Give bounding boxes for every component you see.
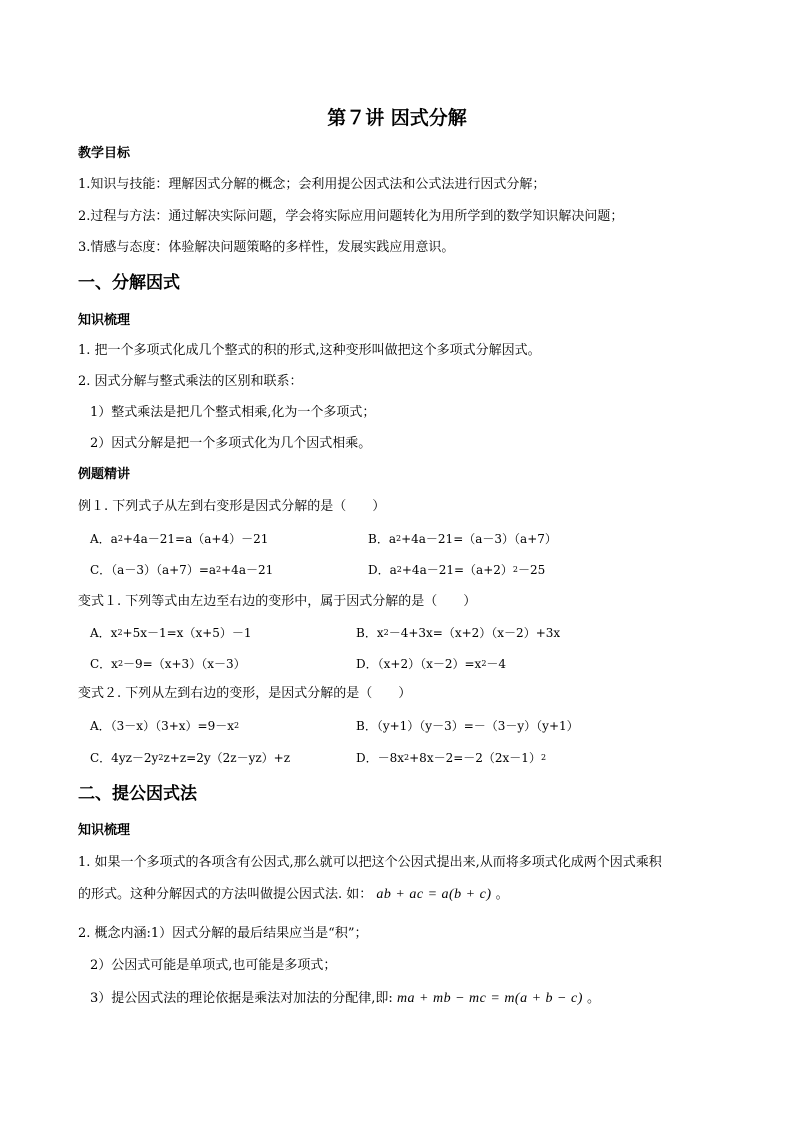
variant-2-option-d: D．$-8x^2+8x-2=-2(2x-1)^2$ bbox=[356, 751, 547, 765]
goal-item-1: 1.知识与技能：理解因式分解的概念；会利用提公因式法和公式法进行因式分解； bbox=[78, 177, 546, 192]
section-heading-common-factor: 二、提公因式法 bbox=[78, 784, 197, 804]
variant-2-question: 变式２. 下列从左到右边的变形，是因式分解的是（ ） bbox=[78, 686, 412, 701]
example-1-option-b: B．$a^2+4a-21=(a-3)(a+7)$ bbox=[368, 532, 557, 546]
concept-point-2: 2）公因式可能是单项式,也可能是多项式； bbox=[90, 958, 337, 973]
variant-1-option-b: B．$x^2-4+3x=(x+2)(x-2)+3x$ bbox=[356, 626, 561, 640]
knowledge-point-2: 2. 因式分解与整式乘法的区别和联系： bbox=[78, 374, 303, 389]
common-factor-definition-line-2: 的形式。这种分解因式的方法叫做提公因式法. 如： ab + ac = a(b + c) 。 bbox=[78, 887, 509, 902]
formula-distributive-example: ab + ac = a(b + c) bbox=[376, 887, 492, 902]
knowledge-point-2-1: 1）整式乘法是把几个整式相乘,化为一个多项式； bbox=[90, 405, 376, 420]
section-heading-factorization: 一、分解因式 bbox=[78, 273, 180, 293]
knowledge-heading-2: 知识梳理 bbox=[78, 823, 131, 838]
variant-1-question: 变式１. 下列等式由左边至右边的变形中，属于因式分解的是（ ） bbox=[78, 594, 477, 609]
variant-2-option-a: A．$(3-x)(3+x)=9-x^2$ bbox=[90, 719, 240, 733]
knowledge-point-1: 1. 把一个多项式化成几个整式的积的形式,这种变形叫做把这个多项式分解因式。 bbox=[78, 343, 541, 358]
formula-distributive-law: ma + mb − mc = m(a + b − c) bbox=[396, 991, 583, 1006]
example-1-option-d: D．$a^2+4a-21=(a+2)^2-25$ bbox=[368, 563, 546, 577]
variant-1-option-a: A．$x^2+5x-1=x(x+5)-1$ bbox=[90, 626, 252, 640]
knowledge-heading-1: 知识梳理 bbox=[78, 313, 131, 328]
concept-point-3: 3）提公因式法的理论依据是乘法对加法的分配律,即: ma + mb − mc = m(a + b − c) 。 bbox=[90, 991, 601, 1006]
variant-2-option-c: C．$4yz-2y^2z+z=2y(2z-yz)+z$ bbox=[90, 751, 291, 765]
example-1-option-c: C．$(a-3)(a+7)=a^2+4a-21$ bbox=[90, 563, 274, 577]
variant-1-option-c: C．$x^2-9=(x+3)(x-3)$ bbox=[90, 657, 246, 671]
goal-item-3: 3.情感与态度：体验解决问题策略的多样性，发展实践应用意识。 bbox=[78, 240, 455, 255]
example-1-question: 例１. 下列式子从左到右变形是因式分解的是（ ） bbox=[78, 499, 386, 514]
variant-2-option-b: B．（y+1）（y－3）=－（3－y）（y+1） bbox=[356, 719, 579, 733]
example-1-option-a: A．$a^2+4a-21=a(a+4)-21$ bbox=[90, 532, 269, 546]
common-factor-definition-line-1: 1. 如果一个多项式的各项含有公因式,那么就可以把这个公因式提出来,从而将多项式化成两个因式乘积 bbox=[78, 855, 662, 870]
goals-heading: 教学目标 bbox=[78, 146, 131, 161]
goal-item-2: 2.过程与方法：通过解决实际问题，学会将实际应用问题转化为用所学到的数学知识解决问题； bbox=[78, 209, 624, 224]
examples-heading: 例题精讲 bbox=[78, 467, 131, 482]
page-title: 第７讲 因式分解 bbox=[327, 107, 467, 129]
variant-1-option-d: D．$(x+2)(x-2)=x^2-4$ bbox=[356, 657, 507, 671]
concept-point-1: 2. 概念内涵:1）因式分解的最后结果应当是“积”； bbox=[78, 926, 368, 941]
knowledge-point-2-2: 2）因式分解是把一个多项式化为几个因式相乘。 bbox=[90, 436, 372, 451]
